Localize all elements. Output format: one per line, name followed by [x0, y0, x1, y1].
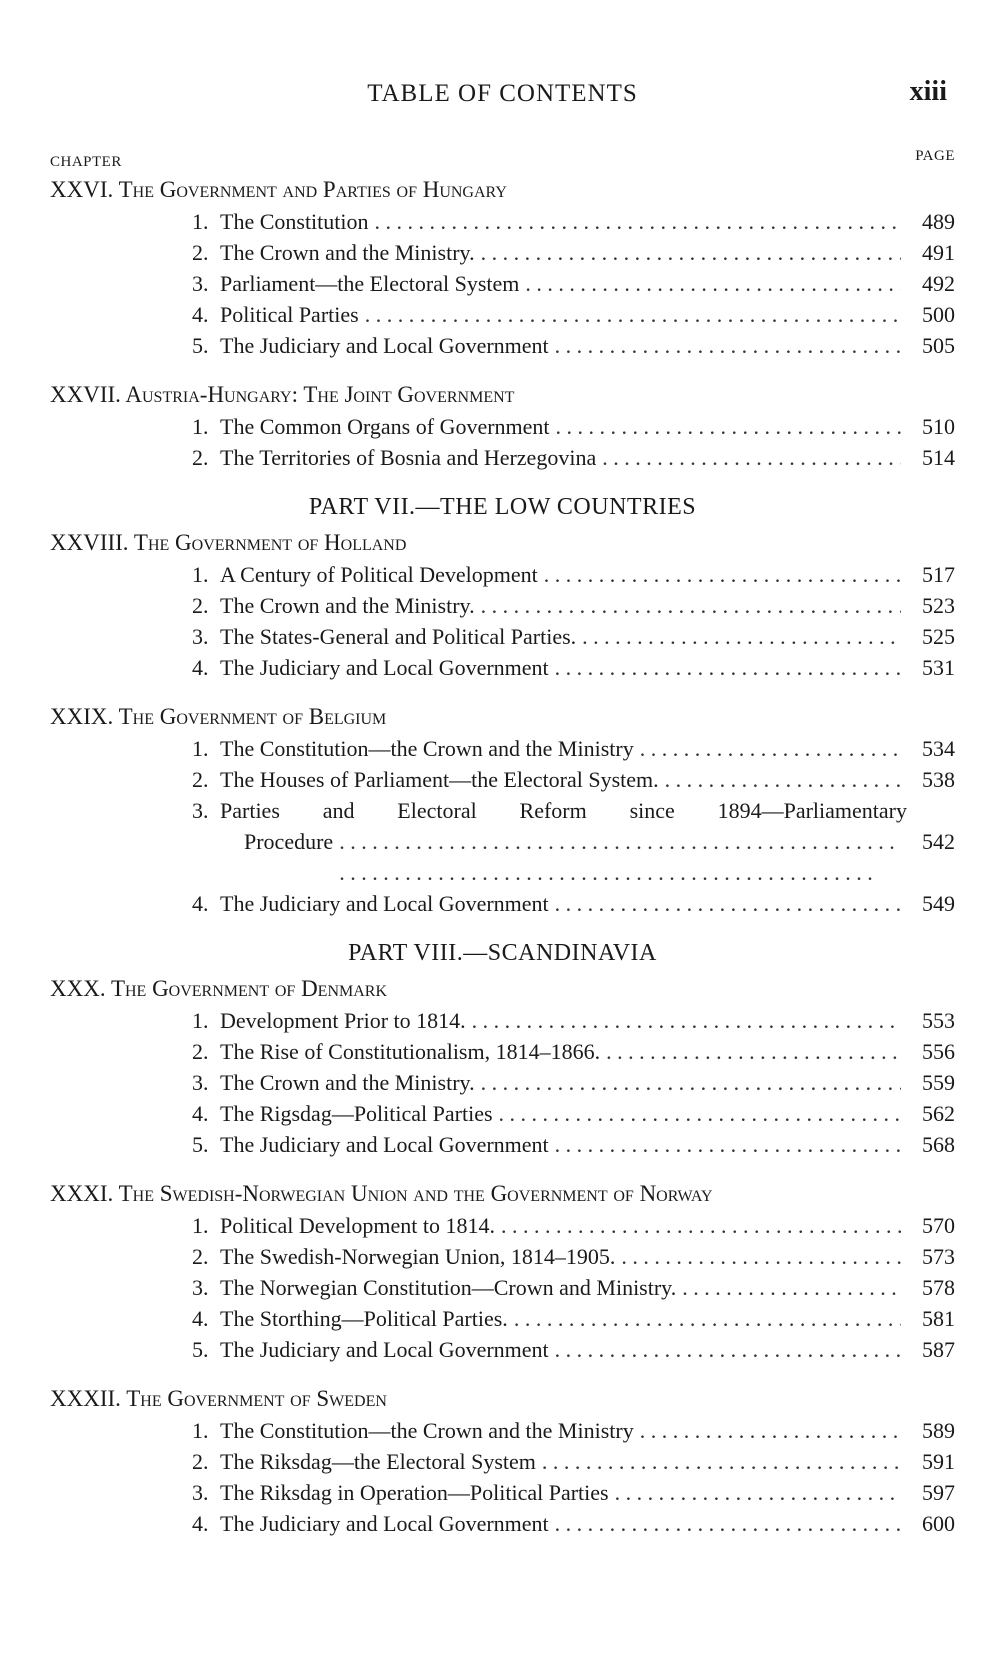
entry-title: The Crown and the Ministry.	[220, 240, 475, 265]
entry-number: 5.	[192, 1132, 209, 1157]
entry-number: 1.	[192, 209, 209, 234]
entry-page: 573	[922, 1244, 955, 1269]
dot-leader	[544, 559, 901, 590]
entry-title: The Judiciary and Local Government	[220, 1511, 549, 1536]
entry-title: The Storthing—Political Parties.	[220, 1306, 508, 1331]
toc-entry[interactable]	[50, 795, 955, 888]
toc-entry[interactable]	[50, 1508, 955, 1539]
entry-title: The Rise of Constitutionalism, 1814–1866.	[220, 1039, 601, 1064]
entry-number: 4.	[192, 1306, 209, 1331]
chapter-title: The Government of Belgium	[118, 704, 387, 729]
entry-title: Development Prior to 1814.	[220, 1008, 466, 1033]
dot-leader	[365, 299, 901, 330]
toc-entry[interactable]	[50, 1272, 955, 1303]
entry-page: 500	[922, 302, 955, 327]
entry-number: 2.	[192, 767, 209, 792]
entry-number: 5.	[192, 1337, 209, 1362]
entry-number: 2.	[192, 593, 209, 618]
chapter-title: Austria-Hungary: The Joint Government	[125, 382, 515, 407]
dot-leader	[514, 1303, 901, 1334]
toc-entry[interactable]	[50, 652, 955, 683]
chapter-xxxi	[50, 1178, 955, 1365]
entry-page: 589	[922, 1418, 955, 1443]
dot-leader	[481, 1067, 901, 1098]
dot-leader	[621, 1241, 901, 1272]
entry-number: 1.	[192, 562, 209, 587]
entry-title: The Crown and the Ministry.	[220, 1070, 475, 1095]
entry-title: The Norwegian Constitution—Crown and Ministry.	[220, 1275, 677, 1300]
toc-entry[interactable]	[50, 1036, 955, 1067]
dot-leader	[499, 1098, 901, 1129]
toc-entry[interactable]	[50, 1477, 955, 1508]
chapter-title: The Government of Holland	[133, 530, 407, 555]
entry-title: Political Parties	[220, 302, 359, 327]
entry-number: 1.	[192, 1008, 209, 1033]
entry-number: 2.	[192, 1449, 209, 1474]
dot-leader	[665, 764, 901, 795]
toc-entry[interactable]	[50, 621, 955, 652]
entry-page: 510	[922, 414, 955, 439]
entry-number: 2.	[192, 1039, 209, 1064]
entry-number: 2.	[192, 445, 209, 470]
entry-number: 4.	[192, 1511, 209, 1536]
column-headers	[50, 148, 955, 174]
entry-page: 568	[922, 1132, 955, 1157]
entry-number: 4.	[192, 655, 209, 680]
chapter-heading	[50, 527, 955, 559]
entry-page: 525	[922, 624, 955, 649]
entry-title: The Riksdag in Operation—Political Parties	[220, 1480, 609, 1505]
entry-page: 559	[922, 1070, 955, 1095]
dot-leader	[339, 826, 901, 888]
running-head	[50, 76, 955, 144]
entry-page: 542	[922, 829, 955, 854]
entry-number: 3.	[192, 1480, 209, 1505]
entry-number: 3.	[192, 1070, 209, 1095]
chapter-heading	[50, 973, 955, 1005]
entry-title: The Judiciary and Local Government	[220, 1132, 549, 1157]
toc-entry[interactable]	[50, 442, 955, 473]
dot-leader	[525, 268, 901, 299]
entry-page: 549	[922, 891, 955, 916]
entry-page: 517	[922, 562, 955, 587]
chapter-xxviii	[50, 527, 955, 683]
toc-entry[interactable]	[50, 1005, 955, 1036]
entry-number: 1.	[192, 414, 209, 439]
entry-number: 3.	[192, 1275, 209, 1300]
entry-number: 4.	[192, 302, 209, 327]
chapter-heading	[50, 1383, 955, 1415]
entry-title: Political Development to 1814.	[220, 1213, 495, 1238]
entry-title: Parties and Electoral Reform since 1894—Parliamentary	[220, 798, 907, 823]
entry-page: 534	[922, 736, 955, 761]
dot-leader	[640, 1415, 901, 1446]
dot-leader	[615, 1477, 901, 1508]
toc-entry[interactable]	[50, 268, 955, 299]
dot-leader	[375, 206, 902, 237]
dot-leader	[555, 888, 901, 919]
entry-title: The Crown and the Ministry.	[220, 593, 475, 618]
chapter-title: The Swedish-Norwegian Union and the Government of Norway	[118, 1181, 713, 1206]
entry-title: The Judiciary and Local Government	[220, 333, 549, 358]
chapter-number: XXVIII.	[50, 530, 129, 555]
dot-leader	[582, 621, 901, 652]
part-heading-vii: PART VII.—THE LOW COUNTRIES	[308, 494, 697, 520]
entry-number: 1.	[192, 1418, 209, 1443]
dot-leader	[606, 1036, 901, 1067]
entry-page: 587	[922, 1337, 955, 1362]
running-head-title: TABLE OF CONTENTS	[367, 80, 638, 107]
toc-entry[interactable]	[50, 1241, 955, 1272]
page-column-label: PAGE	[915, 148, 955, 164]
entry-number: 4.	[192, 891, 209, 916]
toc-page	[50, 0, 955, 1557]
entry-title: The Rigsdag—Political Parties	[220, 1101, 493, 1126]
entry-number: 3.	[192, 798, 209, 823]
toc-entry[interactable]	[50, 1446, 955, 1477]
toc-entry[interactable]	[50, 1129, 955, 1160]
entry-page: 492	[922, 271, 955, 296]
chapter-xxx	[50, 973, 955, 1160]
dot-leader	[501, 1210, 901, 1241]
chapter-heading	[50, 701, 955, 733]
entry-page: 600	[922, 1511, 955, 1536]
entry-page: 581	[922, 1306, 955, 1331]
entry-page: 553	[922, 1008, 955, 1033]
chapter-title: The Government of Sweden	[126, 1386, 387, 1411]
entry-title: The States-General and Political Parties.	[220, 624, 577, 649]
entry-title: The Constitution—the Crown and the Ministry	[220, 736, 634, 761]
dot-leader	[542, 1446, 901, 1477]
dot-leader	[602, 442, 901, 473]
entry-number: 3.	[192, 624, 209, 649]
chapter-number: XXX.	[50, 976, 106, 1001]
dot-leader	[481, 237, 901, 268]
toc-entry[interactable]	[50, 1098, 955, 1129]
entry-page: 591	[922, 1449, 955, 1474]
chapter-xxvii	[50, 379, 955, 473]
page-number: xiii	[909, 76, 947, 107]
chapter-title: The Government and Parties of Hungary	[118, 177, 507, 202]
dot-leader	[555, 652, 901, 683]
chapter-number: XXXII.	[50, 1386, 121, 1411]
entry-page: 562	[922, 1101, 955, 1126]
entry-number: 1.	[192, 1213, 209, 1238]
entry-title: The Riksdag—the Electoral System	[220, 1449, 536, 1474]
entry-title: The Judiciary and Local Government	[220, 655, 549, 680]
entry-title: The Common Organs of Government	[220, 414, 550, 439]
dot-leader	[555, 1334, 901, 1365]
toc-entry[interactable]	[50, 299, 955, 330]
entry-number: 3.	[192, 271, 209, 296]
dot-leader	[682, 1272, 901, 1303]
toc-entry[interactable]	[50, 590, 955, 621]
chapter-heading	[50, 1178, 955, 1210]
chapter-column-label: CHAPTER	[50, 154, 122, 170]
dot-leader	[556, 411, 901, 442]
entry-number: 2.	[192, 1244, 209, 1269]
dot-leader	[481, 590, 901, 621]
dot-leader	[555, 1508, 901, 1539]
toc-entry[interactable]	[50, 411, 955, 442]
chapter-number: XXVII.	[50, 382, 121, 407]
entry-title: The Swedish-Norwegian Union, 1814–1905.	[220, 1244, 616, 1269]
entry-title: The Judiciary and Local Government	[220, 891, 549, 916]
entry-page: 523	[922, 593, 955, 618]
toc-entry[interactable]	[50, 1415, 955, 1446]
entry-title: The Territories of Bosnia and Herzegovina	[220, 445, 597, 470]
entry-number: 5.	[192, 333, 209, 358]
toc-entry[interactable]	[50, 1067, 955, 1098]
toc-entry[interactable]	[50, 1303, 955, 1334]
chapter-heading	[50, 379, 955, 411]
entry-page: 597	[922, 1480, 955, 1505]
entry-number: 4.	[192, 1101, 209, 1126]
chapter-number: XXIX.	[50, 704, 114, 729]
dot-leader	[640, 733, 901, 764]
toc-entry[interactable]	[50, 206, 955, 237]
entry-title: A Century of Political Development	[220, 562, 538, 587]
entry-title: The Houses of Parliament—the Electoral System.	[220, 767, 659, 792]
entry-page: 531	[922, 655, 955, 680]
entry-page: 491	[922, 240, 955, 265]
chapter-xxvi	[50, 174, 955, 361]
entry-title-continued: Procedure	[244, 829, 334, 854]
entry-title: Parliament—the Electoral System	[220, 271, 520, 296]
toc-entry[interactable]	[50, 330, 955, 361]
dot-leader	[472, 1005, 901, 1036]
chapter-title: The Government of Denmark	[110, 976, 388, 1001]
entry-title: The Constitution—the Crown and the Ministry	[220, 1418, 634, 1443]
chapter-number: XXVI.	[50, 177, 114, 202]
entry-number: 2.	[192, 240, 209, 265]
chapter-xxix	[50, 701, 955, 919]
part-heading-viii: PART VIII.—SCANDINAVIA	[348, 940, 657, 966]
entry-title: The Judiciary and Local Government	[220, 1337, 549, 1362]
toc-entry[interactable]	[50, 733, 955, 764]
chapter-number: XXXI.	[50, 1181, 114, 1206]
chapter-heading	[50, 174, 955, 206]
entry-title: The Constitution	[220, 209, 369, 234]
entry-page: 514	[922, 445, 955, 470]
toc-entry[interactable]	[50, 764, 955, 795]
entry-page: 489	[922, 209, 955, 234]
toc-entry[interactable]	[50, 1334, 955, 1365]
toc-entry[interactable]	[50, 888, 955, 919]
entry-page: 505	[922, 333, 955, 358]
entry-page: 570	[922, 1213, 955, 1238]
entry-number: 1.	[192, 736, 209, 761]
dot-leader	[555, 330, 901, 361]
dot-leader	[555, 1129, 901, 1160]
entry-page: 556	[922, 1039, 955, 1064]
entry-page: 538	[922, 767, 955, 792]
toc-entry[interactable]	[50, 237, 955, 268]
chapter-xxxii	[50, 1383, 955, 1539]
entry-page: 578	[922, 1275, 955, 1300]
toc-entry[interactable]	[50, 559, 955, 590]
toc-entry[interactable]	[50, 1210, 955, 1241]
